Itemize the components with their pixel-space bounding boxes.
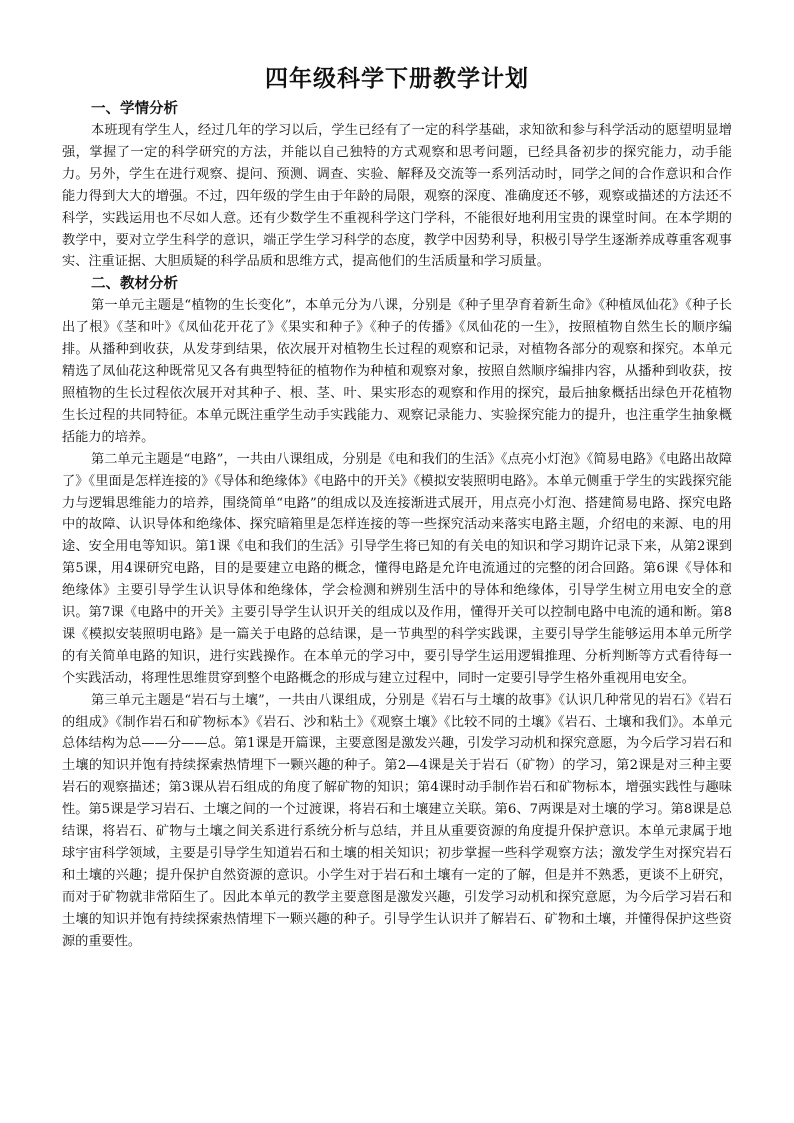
paragraph-unit-2: 第二单元主题是“电路”，一共由八课组成，分别是《电和我们的生活》《点亮小灯泡》《简易电路》《电路出故障了》《里面是怎样连接的》《导体和绝缘体》《电路中的开关》《模拟安装照明电路》。本单元侧重于学生的实践探究能力与逻辑思维能力的培养，围绕简单“电路”的组成以及连接渐进式展开，用点亮小灯泡、搭建简易电路、探究电路中的故障、认识导体和绝缘体、探究暗箱里是怎样连接的等一些探究活动来落实电路主题，介绍电的来源、电的用途、安全用电等知识。第1课《电和我们的生活》引导学生将已知的有关电的知识和学习期许记录下来，从第2课到第5课，用4课研究电路，目的是要建立电路的概念，懂得电路是允许电流通过的完整的闭合回路。第6课《导体和绝缘体》主要引导学生认识导体和绝缘体，学会检测和辨别生活中的导体和绝缘体，引导学生树立用电安全的意识。第7课《电路中的开关》主要引导学生认识开关的组成以及作用，懂得开关可以控制电路中电流的通和断。第8课《模拟安装照明电路》是一篇关于电路的总结课，是一节典型的科学实践课，主要引导学生能够运用本单元所学的有关简单电路的知识，进行实践操作。在本单元的学习中，要引导学生运用逻辑推理、分析判断等方式看待每一个实践活动，将理性思维贯穿到整个电路概念的形成与建立过程中，同时一定要引导学生格外重视用电安全。 — [62, 451, 732, 686]
paragraph-unit-1: 第一单元主题是“植物的生长变化”，本单元分为八课，分别是《种子里孕育着新生命》《种植凤仙花》《种子长出了根》《茎和叶》《凤仙花开花了》《果实和种子》《种子的传播》《凤仙花的一生》，按照植物自然生长的顺序编排。从播种到收获，从发芽到结果，依次展开对植物生长过程的观察和记录，对植物各部分的观察和探究。本单元精选了凤仙花这种既常见又各有典型特征的植物作为种植和观察对象，按照自然顺序编排内容，从播种到收获，按照植物的生长过程依次展开对其种子、根、茎、叶、果实形态的观察和作用的探究，最后抽象概括出绿色开花植物生长过程的共同特征。本单元既注重学生动手实践能力、观察记录能力、实验探究能力的提升，也注重学生抽象概括能力的培养。 — [62, 298, 732, 445]
page-title: 四年级科学下册教学计划 — [265, 66, 529, 92]
section-heading: 一、学情分析 — [91, 101, 178, 117]
section-textbook-analysis — [62, 273, 732, 952]
paragraph-unit-3: 第三单元主题是“岩石与土壤”，一共由八课组成，分别是《岩石与土壤的故事》《认识几种常见的岩石》《岩石的组成》《制作岩石和矿物标本》《岩石、沙和粘土》《观察土壤》《比较不同的土壤》《岩石、土壤和我们》。本单元总体结构为总——分——总。第1课是开篇课，主要意图是激发兴趣，引发学习动机和探究意愿，为今后学习岩石和土壤的知识并饱有持续探索热情埋下一颗兴趣的种子。第2—4课是关于岩石（矿物）的学习，第2课是对三种主要岩石的观察描述；第3课从岩石组成的角度了解矿物的知识；第4课时动手制作岩石和矿物标本，增强实践性与趣味性。第5课是学习岩石、土壤之间的一个过渡课，将岩石和土壤建立关联。第6、7两课是对土壤的学习。第8课是总结课，将岩石、矿物与土壤之间关系进行系统分析与总结，并且从重要资源的角度提升保护意识。本单元隶属于地球宇宙科学领域，主要是引导学生知道岩石和土壤的相关知识；初步掌握一些科学观察方法；激发学生对探究岩石和土壤的兴趣；提升保护自然资源的意识。小学生对于岩石和土壤有一定的了解，但是并不熟悉，更谈不上研究，而对于矿物就非常陌生了。因此本单元的教学主要意图是激发兴趣，引发学习动机和探究意愿，为今后学习岩石和土壤的知识并饱有持续探索热情埋下一颗兴趣的种子。引导学生认识并了解岩石、矿物和土壤，并懂得保护这些资源的重要性。 — [62, 692, 732, 949]
paragraph: 本班现有学生人，经过几年的学习以后，学生已经有了一定的科学基础，求知欲和参与科学活动的愿望明显增强，掌握了一定的科学研究的方法，并能以自己独特的方式观察和思考问题，已经具备初步的探究能力，动手能力。另外，学生在进行观察、提问、预测、调查、实验、解释及交流等一系列活动时，同学之间的合作意识和合作能力得到大大的增强。不过，四年级的学生由于年龄的局限，观察的深度、准确度还不够，观察或描述的方法还不科学，实践运用也不尽如人意。还有少数学生不重视科学这门学科，不能很好地利用宝贵的课堂时间。在本学期的教学中，要对立学生科学的意识，端正学生学习科学的态度，教学中因势利导，积极引导学生逐渐养成尊重客观事实、注重证据、大胆质疑的科学品质和思维方式，提高他们的生活质量和学习质量。 — [62, 123, 732, 270]
section-heading: 二、教材分析 — [91, 276, 178, 293]
section-learning-analysis — [62, 98, 732, 273]
